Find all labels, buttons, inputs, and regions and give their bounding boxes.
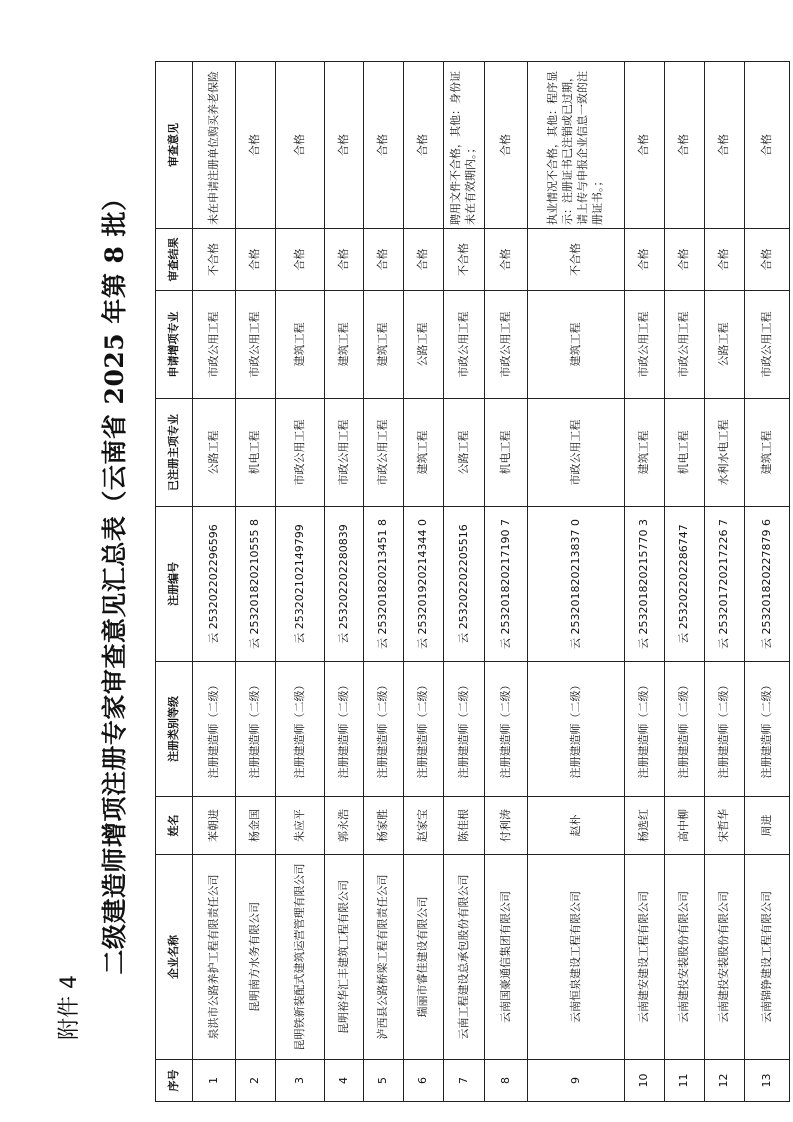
table-row <box>528 62 625 1102</box>
table-row <box>404 62 444 1102</box>
cell-reg-number: 云 253202202280839 <box>325 507 364 662</box>
cell-company: 瑞丽市睿佳建设有限公司 <box>404 855 444 1060</box>
table-row <box>193 62 236 1102</box>
cell-category: 注册建造师（二级） <box>404 662 444 797</box>
cell-opinion: 合格 <box>236 62 276 229</box>
cell-main-major: 市政公用工程 <box>325 399 364 507</box>
cell-category: 注册建造师（二级） <box>665 662 705 797</box>
cell-added-major: 市政公用工程 <box>485 291 528 399</box>
cell-result: 合格 <box>364 229 404 291</box>
cell-added-major: 市政公用工程 <box>625 291 665 399</box>
cell-result: 合格 <box>404 229 444 291</box>
header-result: 审查结果 <box>156 229 193 291</box>
cell-index: 7 <box>444 1060 485 1102</box>
cell-category: 注册建造师（二级） <box>625 662 665 797</box>
cell-result: 合格 <box>705 229 745 291</box>
header-main-major: 已注册主项专业 <box>156 399 193 507</box>
cell-reg-number: 云 253201720217226 7 <box>705 507 745 662</box>
cell-opinion: 未在申请注册单位购买养老保险 <box>193 62 236 229</box>
table-row <box>625 62 665 1102</box>
cell-company: 云南建投安装股份有限公司 <box>705 855 745 1060</box>
cell-reg-number: 云 253201820210555 8 <box>236 507 276 662</box>
cell-category: 注册建造师（二级） <box>444 662 485 797</box>
cell-name: 杨选红 <box>625 797 665 855</box>
cell-opinion: 合格 <box>404 62 444 229</box>
cell-company: 泉洪市公路养护工程有限责任公司 <box>193 855 236 1060</box>
table-row <box>745 62 790 1102</box>
review-table <box>155 61 790 1102</box>
cell-name: 赵家宝 <box>404 797 444 855</box>
cell-reg-number: 云 253202202286747 <box>665 507 705 662</box>
cell-category: 注册建造师（二级） <box>276 662 325 797</box>
cell-company: 泸西县公路桥梁工程有限责任公司 <box>364 855 404 1060</box>
table-row <box>444 62 485 1102</box>
cell-added-major: 公路工程 <box>404 291 444 399</box>
cell-added-major: 市政公用工程 <box>444 291 485 399</box>
table-header-row <box>156 62 193 1102</box>
cell-result: 合格 <box>665 229 705 291</box>
cell-reg-number: 云 253201820217190 7 <box>485 507 528 662</box>
cell-company: 云南国豪通信集团有限公司 <box>485 855 528 1060</box>
table-row <box>364 62 404 1102</box>
cell-name: 周进 <box>745 797 790 855</box>
cell-company: 昆明铁新装配式建筑运营管理有限公司 <box>276 855 325 1060</box>
cell-name: 郭永浩 <box>325 797 364 855</box>
cell-main-major: 公路工程 <box>444 399 485 507</box>
header-company: 企业名称 <box>156 855 193 1060</box>
cell-opinion: 合格 <box>276 62 325 229</box>
cell-added-major: 市政公用工程 <box>745 291 790 399</box>
cell-index: 5 <box>364 1060 404 1102</box>
cell-index: 13 <box>745 1060 790 1102</box>
attachment-label: 附件 4 <box>57 975 82 1040</box>
cell-main-major: 建筑工程 <box>404 399 444 507</box>
cell-main-major: 水利水电工程 <box>705 399 745 507</box>
cell-index: 2 <box>236 1060 276 1102</box>
cell-opinion: 合格 <box>485 62 528 229</box>
cell-main-major: 机电工程 <box>485 399 528 507</box>
cell-category: 注册建造师（二级） <box>325 662 364 797</box>
cell-category: 注册建造师（二级） <box>236 662 276 797</box>
table-row <box>325 62 364 1102</box>
cell-result: 合格 <box>485 229 528 291</box>
cell-company: 云南建投安装股份有限公司 <box>665 855 705 1060</box>
cell-reg-number: 云 253202102149799 <box>276 507 325 662</box>
cell-added-major: 建筑工程 <box>528 291 625 399</box>
cell-opinion: 合格 <box>665 62 705 229</box>
cell-index: 3 <box>276 1060 325 1102</box>
cell-company: 云南建安建设工程有限公司 <box>625 855 665 1060</box>
cell-result: 不合格 <box>193 229 236 291</box>
cell-category: 注册建造师（二级） <box>745 662 790 797</box>
cell-company: 云南锦铮建设工程有限公司 <box>745 855 790 1060</box>
cell-company: 昆明南方水务有限公司 <box>236 855 276 1060</box>
table-row <box>665 62 705 1102</box>
cell-added-major: 建筑工程 <box>325 291 364 399</box>
cell-main-major: 市政公用工程 <box>528 399 625 507</box>
cell-main-major: 机电工程 <box>236 399 276 507</box>
cell-reg-number: 云 253202202205516 <box>444 507 485 662</box>
header-added-major: 申请增项专业 <box>156 291 193 399</box>
cell-reg-number: 云 253201920214344 0 <box>404 507 444 662</box>
cell-name: 宋哲华 <box>705 797 745 855</box>
table-row <box>705 62 745 1102</box>
cell-main-major: 市政公用工程 <box>364 399 404 507</box>
cell-opinion: 聘用文件不合格，其他：身份证未在有效期内。； <box>444 62 485 229</box>
table-row <box>485 62 528 1102</box>
cell-company: 云南恒泉建设工程有限公司 <box>528 855 625 1060</box>
cell-index: 1 <box>193 1060 236 1102</box>
cell-main-major: 公路工程 <box>193 399 236 507</box>
cell-added-major: 公路工程 <box>705 291 745 399</box>
cell-result: 合格 <box>276 229 325 291</box>
page-title: 二级建造师增项注册专家审查意见汇总表（云南省 2025 年第 8 批） <box>100 185 129 975</box>
review-table-wrapper <box>155 62 773 1102</box>
cell-reg-number: 云 253201820227879 6 <box>745 507 790 662</box>
cell-main-major: 市政公用工程 <box>276 399 325 507</box>
header-name: 姓名 <box>156 797 193 855</box>
header-category: 注册类别等级 <box>156 662 193 797</box>
cell-opinion: 合格 <box>745 62 790 229</box>
cell-opinion: 合格 <box>705 62 745 229</box>
cell-main-major: 建筑工程 <box>625 399 665 507</box>
header-opinion: 审查意见 <box>156 62 193 229</box>
cell-name: 杨金国 <box>236 797 276 855</box>
cell-company: 昆明裕华汇丰建筑工程有限公司 <box>325 855 364 1060</box>
cell-added-major: 市政公用工程 <box>193 291 236 399</box>
cell-category: 注册建造师（二级） <box>485 662 528 797</box>
cell-index: 9 <box>528 1060 625 1102</box>
cell-name: 杨家胜 <box>364 797 404 855</box>
cell-result: 不合格 <box>444 229 485 291</box>
cell-result: 合格 <box>236 229 276 291</box>
cell-opinion: 合格 <box>625 62 665 229</box>
cell-category: 注册建造师（二级） <box>364 662 404 797</box>
table-row <box>236 62 276 1102</box>
cell-name: 付利涛 <box>485 797 528 855</box>
cell-result: 不合格 <box>528 229 625 291</box>
cell-name: 赵朴 <box>528 797 625 855</box>
cell-index: 8 <box>485 1060 528 1102</box>
table-row <box>276 62 325 1102</box>
cell-index: 12 <box>705 1060 745 1102</box>
cell-added-major: 建筑工程 <box>276 291 325 399</box>
cell-added-major: 建筑工程 <box>364 291 404 399</box>
cell-opinion: 执业情况不合格，其他：程序显示：注册证书已注销或已过期，请上传与申报企业信息一致的注册证书。； <box>528 62 625 229</box>
cell-reg-number: 云 253201820213837 0 <box>528 507 625 662</box>
cell-category: 注册建造师（二级） <box>528 662 625 797</box>
cell-index: 11 <box>665 1060 705 1102</box>
cell-reg-number: 云 253201820213451 8 <box>364 507 404 662</box>
cell-name: 朱应平 <box>276 797 325 855</box>
cell-reg-number: 云 253201820215770 3 <box>625 507 665 662</box>
header-index: 序号 <box>156 1060 193 1102</box>
cell-name: 高中柳 <box>665 797 705 855</box>
header-reg-number: 注册编号 <box>156 507 193 662</box>
cell-result: 合格 <box>625 229 665 291</box>
cell-opinion: 合格 <box>325 62 364 229</box>
cell-added-major: 市政公用工程 <box>236 291 276 399</box>
cell-reg-number: 云 253202202296596 <box>193 507 236 662</box>
cell-name: 苯朝进 <box>193 797 236 855</box>
cell-main-major: 建筑工程 <box>745 399 790 507</box>
cell-index: 10 <box>625 1060 665 1102</box>
cell-index: 6 <box>404 1060 444 1102</box>
cell-result: 合格 <box>325 229 364 291</box>
cell-category: 注册建造师（二级） <box>193 662 236 797</box>
cell-opinion: 合格 <box>364 62 404 229</box>
cell-added-major: 市政公用工程 <box>665 291 705 399</box>
cell-name: 陈佳根 <box>444 797 485 855</box>
cell-index: 4 <box>325 1060 364 1102</box>
cell-company: 云南工程建设总承包股份有限公司 <box>444 855 485 1060</box>
cell-main-major: 机电工程 <box>665 399 705 507</box>
cell-result: 合格 <box>745 229 790 291</box>
cell-category: 注册建造师（二级） <box>705 662 745 797</box>
